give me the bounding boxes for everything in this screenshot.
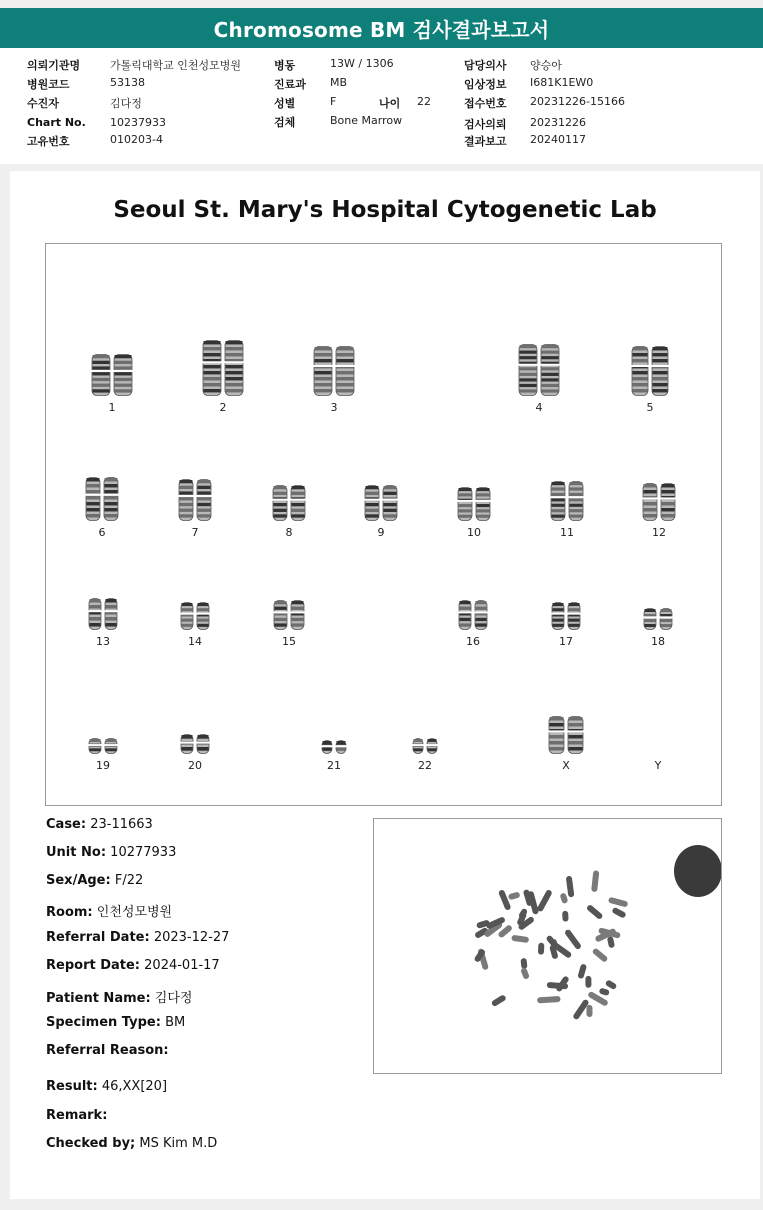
chart-value: 10237933: [110, 116, 166, 129]
metaphase-chromosome: [508, 891, 521, 900]
metaphase-chromosome: [585, 976, 591, 988]
metaphase-chromosome: [511, 935, 529, 943]
chromatid-14-2: [196, 602, 210, 630]
chromatid-4-2: [540, 344, 560, 396]
metaphase-chromosome: [608, 897, 629, 908]
request-label: 검사의뢰: [464, 118, 507, 131]
result-report-value: 20240117: [530, 133, 586, 146]
chromosome-20: [180, 734, 210, 772]
metaphase-chromosome: [577, 963, 587, 979]
referral-reason-field: Referral Reason:: [46, 1043, 169, 1058]
chromatid-7-2: [196, 479, 212, 521]
unit-field: Unit No: 10277933: [46, 845, 177, 860]
sexage-value: F/22: [114, 873, 144, 888]
checked-by-value: MS Kim M.D: [139, 1136, 218, 1151]
hospital-value: 가톨릭대학교 인천성모병원: [110, 59, 242, 72]
report-date-value: 2024-01-17: [144, 958, 220, 973]
referral-date-value: 2023-12-27: [153, 930, 230, 945]
chromosome-2: [202, 340, 244, 414]
chromatid-6-2: [103, 477, 119, 521]
chromosome-10: [457, 487, 491, 539]
chromatid-19-1: [88, 738, 102, 754]
dept-value: MB: [330, 76, 348, 89]
chromatid-6-1: [85, 477, 101, 521]
report-header: Chromosome BM 검사결과보고서: [0, 8, 763, 48]
chromatid-X-1: [548, 716, 565, 754]
chromosome-label-4: 4: [535, 401, 543, 414]
chromatid-5-1: [631, 346, 649, 396]
chromatid-13-2: [104, 598, 118, 630]
chromosome-label-5: 5: [646, 401, 654, 414]
chromosome-label-7: 7: [191, 526, 199, 539]
result-report-label: 결과보고: [464, 135, 507, 148]
metaphase-chromosome: [562, 911, 569, 922]
hospital-label: 의뢰기관명: [27, 59, 81, 72]
chromosome-label-10: 10: [467, 526, 481, 539]
chromosome-X: [548, 716, 584, 772]
ward-label: 병동: [274, 59, 296, 72]
sex-value: F: [330, 95, 337, 108]
examinee-value: 김다정: [110, 97, 142, 110]
chromatid-3-1: [313, 346, 333, 396]
chromosome-12: [642, 483, 676, 539]
chromosome-19: [88, 738, 118, 772]
metaphase-chromosome: [536, 889, 552, 913]
chromatid-1-1: [91, 354, 111, 396]
chromosome-label-18: 18: [651, 635, 665, 648]
metaphase-chromosome: [537, 996, 561, 1003]
case-value: 23-11663: [90, 817, 153, 832]
chromosome-label-6: 6: [98, 526, 106, 539]
chromatid-12-1: [642, 483, 658, 521]
chromatid-12-2: [660, 483, 676, 521]
chromosome-label-1: 1: [108, 401, 116, 414]
chromosome-label-2: 2: [219, 401, 227, 414]
chromosome-label-8: 8: [285, 526, 293, 539]
metaphase-chromosome: [611, 907, 626, 919]
chromatid-1-2: [113, 354, 133, 396]
ward-value: 13W / 1306: [330, 57, 394, 70]
metaphase-chromosome: [559, 892, 568, 904]
chromosome-Y: [648, 754, 668, 772]
room-field: Room: 인천성모병원: [46, 905, 173, 920]
chromatid-11-1: [550, 481, 566, 521]
chromatid-3-2: [335, 346, 355, 396]
chromatid-19-2: [104, 738, 118, 754]
chromatid-X-2: [567, 716, 584, 754]
chromosome-label-17: 17: [559, 635, 573, 648]
metaphase-chromosome: [607, 936, 615, 948]
chromatid-13-1: [88, 598, 102, 630]
chromosome-label-21: 21: [327, 759, 341, 772]
chromosome-label-Y: Y: [654, 759, 662, 772]
chromatid-21-2: [335, 740, 347, 754]
metaphase-chromosome: [592, 947, 609, 963]
unique-value: 010203-4: [110, 133, 163, 146]
chromatid-10-1: [457, 487, 473, 521]
chromosome-label-14: 14: [188, 635, 202, 648]
chromatid-22-2: [426, 738, 438, 754]
karyotype-report: [10, 171, 760, 1199]
chromatid-4-1: [518, 344, 538, 396]
chromosome-14: [180, 602, 210, 648]
metaphase-chromosome: [491, 994, 507, 1007]
metaphase-image: [373, 818, 722, 1074]
metaphase-chromosome: [538, 943, 545, 955]
metaphase-chromosome: [591, 870, 599, 892]
chromosome-16: [458, 600, 488, 648]
chromosome-13: [88, 598, 118, 648]
clinical-label: 임상정보: [464, 78, 507, 91]
chromatid-17-2: [567, 602, 581, 630]
report-date-field: Report Date: 2024-01-17: [46, 958, 220, 973]
dept-label: 진료과: [274, 78, 306, 91]
chromatid-15-1: [273, 600, 288, 630]
interphase-nucleus: [674, 845, 722, 897]
patient-name-field: Patient Name: 김다정: [46, 991, 193, 1006]
chromatid-21-1: [321, 740, 333, 754]
receipt-value: 20231226-15166: [530, 95, 625, 108]
chromatid-8-2: [290, 485, 306, 521]
receipt-label: 접수번호: [464, 97, 507, 110]
chromosome-label-16: 16: [466, 635, 480, 648]
case-field: Case: 23-11663: [46, 817, 153, 832]
chromosome-8: [272, 485, 306, 539]
chromatid-15-2: [290, 600, 305, 630]
metaphase-chromosome: [520, 967, 530, 980]
chromosome-11: [550, 481, 584, 539]
chart-label: Chart No.: [27, 116, 86, 129]
chromosome-9: [364, 485, 398, 539]
remark-field: Remark:: [46, 1108, 108, 1123]
chromosome-label-11: 11: [560, 526, 574, 539]
hospital-code-label: 병원코드: [27, 78, 70, 91]
chromosome-15: [273, 600, 305, 648]
chromosome-label-13: 13: [96, 635, 110, 648]
chromosome-4: [518, 344, 560, 414]
doctor-label: 담당의사: [464, 59, 507, 72]
chromosome-22: [412, 738, 438, 772]
karyogram: [45, 243, 722, 806]
chromatid-18-2: [659, 608, 673, 630]
chromatid-14-1: [180, 602, 194, 630]
metaphase-spread: [374, 819, 722, 1074]
room-value: 인천성모병원: [96, 905, 173, 920]
chromatid-16-1: [458, 600, 472, 630]
chromosome-label-X: X: [562, 759, 570, 772]
specimen-label: 검체: [274, 116, 296, 129]
referral-date-field: Referral Date: 2023-12-27: [46, 930, 230, 945]
chromosome-1: [91, 354, 133, 414]
chromosome-label-12: 12: [652, 526, 666, 539]
chromatid-7-1: [178, 479, 194, 521]
chromosome-21: [321, 740, 347, 772]
chromosome-label-9: 9: [377, 526, 385, 539]
chromatid-22-1: [412, 738, 424, 754]
result-field: Result: 46,XX[20]: [46, 1079, 168, 1094]
result-value: 46,XX[20]: [101, 1079, 168, 1094]
metaphase-chromosome: [566, 876, 575, 898]
chromosome-7: [178, 479, 212, 539]
chromosome-6: [85, 477, 119, 539]
chromatid-2-1: [202, 340, 222, 396]
specimen-value: Bone Marrow: [330, 114, 403, 127]
metaphase-chromosome: [605, 979, 618, 990]
doctor-value: 양승아: [530, 59, 562, 72]
metaphase-chromosome: [520, 958, 527, 969]
chromatid-11-2: [568, 481, 584, 521]
chromosome-5: [631, 346, 669, 414]
examinee-label: 수진자: [27, 97, 59, 110]
chromatid-16-2: [474, 600, 488, 630]
age-value: 22: [417, 95, 431, 108]
age-label: 나이: [379, 97, 401, 110]
metaphase-chromosome: [586, 904, 604, 920]
chromosome-label-3: 3: [330, 401, 338, 414]
sex-label: 성별: [274, 97, 296, 110]
patient-info-panel: [0, 48, 763, 164]
chromatid-20-2: [196, 734, 210, 754]
chromatid-18-1: [643, 608, 657, 630]
chromosome-label-15: 15: [282, 635, 296, 648]
hospital-code-value: 53138: [110, 76, 145, 89]
chromatid-10-2: [475, 487, 491, 521]
checked-by-field: Checked by; MS Kim M.D: [46, 1136, 218, 1151]
chromosome-17: [551, 602, 581, 648]
metaphase-chromosome: [599, 988, 610, 997]
chromosome-label-22: 22: [418, 759, 432, 772]
specimen-type-value: BM: [165, 1015, 186, 1030]
lab-title: Seoul St. Mary's Hospital Cytogenetic Lab: [113, 197, 657, 223]
unique-label: 고유번호: [27, 135, 70, 148]
chromatid-5-2: [651, 346, 669, 396]
chromosome-label-20: 20: [188, 759, 202, 772]
unit-value: 10277933: [110, 845, 177, 860]
chromosome-18: [643, 608, 673, 648]
clinical-value: I681K1EW0: [530, 76, 594, 89]
sexage-field: Sex/Age: F/22: [46, 873, 144, 888]
specimen-type-field: Specimen Type: BM: [46, 1015, 186, 1030]
chromosome-label-19: 19: [96, 759, 110, 772]
request-value: 20231226: [530, 116, 586, 129]
metaphase-chromosome: [498, 889, 512, 911]
metaphase-chromosome: [564, 928, 582, 950]
chromosome-3: [313, 346, 355, 414]
chromatid-9-2: [382, 485, 398, 521]
patient-name-value: 김다정: [154, 991, 193, 1006]
chromatid-20-1: [180, 734, 194, 754]
chromatid-8-1: [272, 485, 288, 521]
chromatid-2-2: [224, 340, 244, 396]
metaphase-chromosome: [586, 1005, 592, 1017]
chromatid-17-1: [551, 602, 565, 630]
chromatid-9-1: [364, 485, 380, 521]
